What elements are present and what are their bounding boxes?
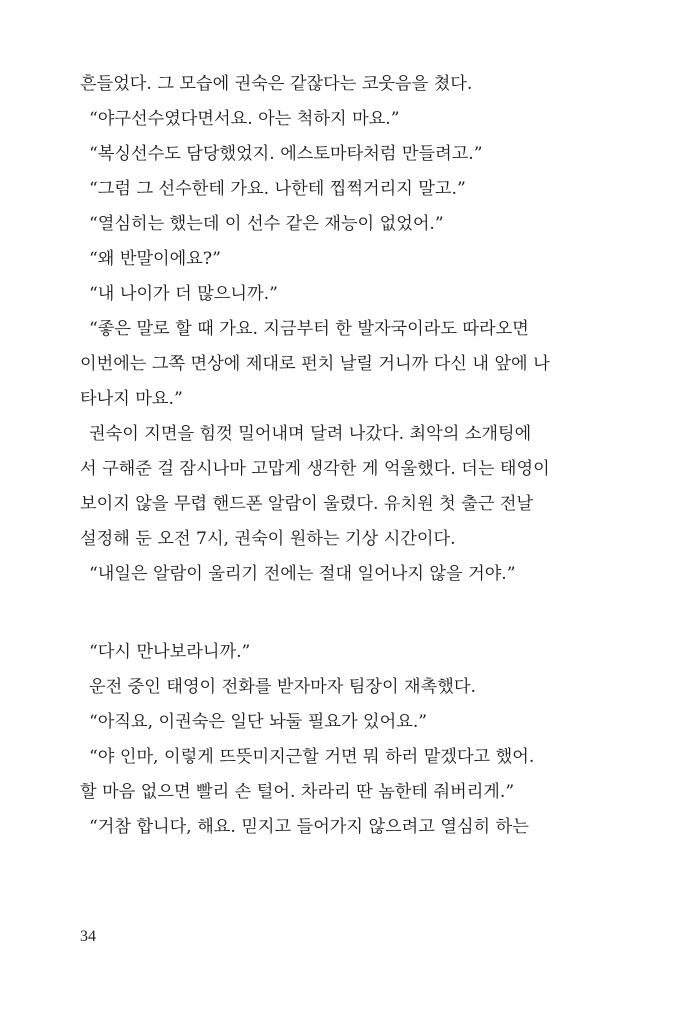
dialogue-line: “거참 합니다, 해요. 믿지고 들어가지 않으려고 열심히 하는 [89,817,529,837]
dialogue-line: “다시 만나보라니까.” [89,642,251,662]
text-line: 이번에는 그쪽 면상에 제대로 펀치 날릴 거니까 다신 내 앞에 나 [80,354,550,374]
dialogue-line: “왜 반말이에요?” [89,249,221,269]
dialogue-line: “복싱선수도 담당했었지. 에스토마타처럼 만들려고.” [89,144,483,164]
text-line: 보이지 않을 무렵 핸드폰 알람이 울렸다. 유치원 첫 출근 전날 [80,494,534,514]
text-line: 흔들었다. 그 모습에 권숙은 같잖다는 코웃음을 쳤다. [80,74,473,94]
dialogue-line: “열심히는 했는데 이 선수 같은 재능이 없었어.” [89,214,444,234]
dialogue-line: “아직요, 이권숙은 일단 놔둘 필요가 있어요.” [89,712,428,732]
dialogue-line: “야 인마, 이렇게 뜨뜻미지근할 거면 뭐 하러 맡겠다고 했어. [89,747,535,767]
text-line: 타나지 마요.” [80,389,183,409]
paragraph-start-line: 운전 중인 태영이 전화를 받자마자 팀장이 재촉했다. [89,677,476,697]
dialogue-line: “좋은 말로 할 때 가요. 지금부터 한 발자국이라도 따라오면 [89,319,529,339]
text-line: 서 구해준 걸 잠시나마 고맙게 생각한 게 억울했다. 더는 태영이 [80,459,550,479]
dialogue-line: “내일은 알람이 울리기 전에는 절대 일어나지 않을 거야.” [89,564,516,584]
text-line: 설정해 둔 오전 7시, 권숙이 원하는 기상 시간이다. [80,529,456,549]
text-line: 할 마음 없으면 빨리 손 털어. 차라리 딴 놈한테 줘버리게.” [80,782,515,802]
page-number: 34 [80,928,96,945]
dialogue-line: “야구선수였다면서요. 아는 척하지 마요.” [89,109,400,129]
dialogue-line: “그럼 그 선수한테 가요. 나한테 찝쩍거리지 말고.” [89,179,466,199]
dialogue-line: “내 나이가 더 많으니까.” [89,284,278,304]
paragraph-start-line: 권숙이 지면을 힘껏 밀어내며 달려 나갔다. 최악의 소개팅에 [89,424,532,444]
